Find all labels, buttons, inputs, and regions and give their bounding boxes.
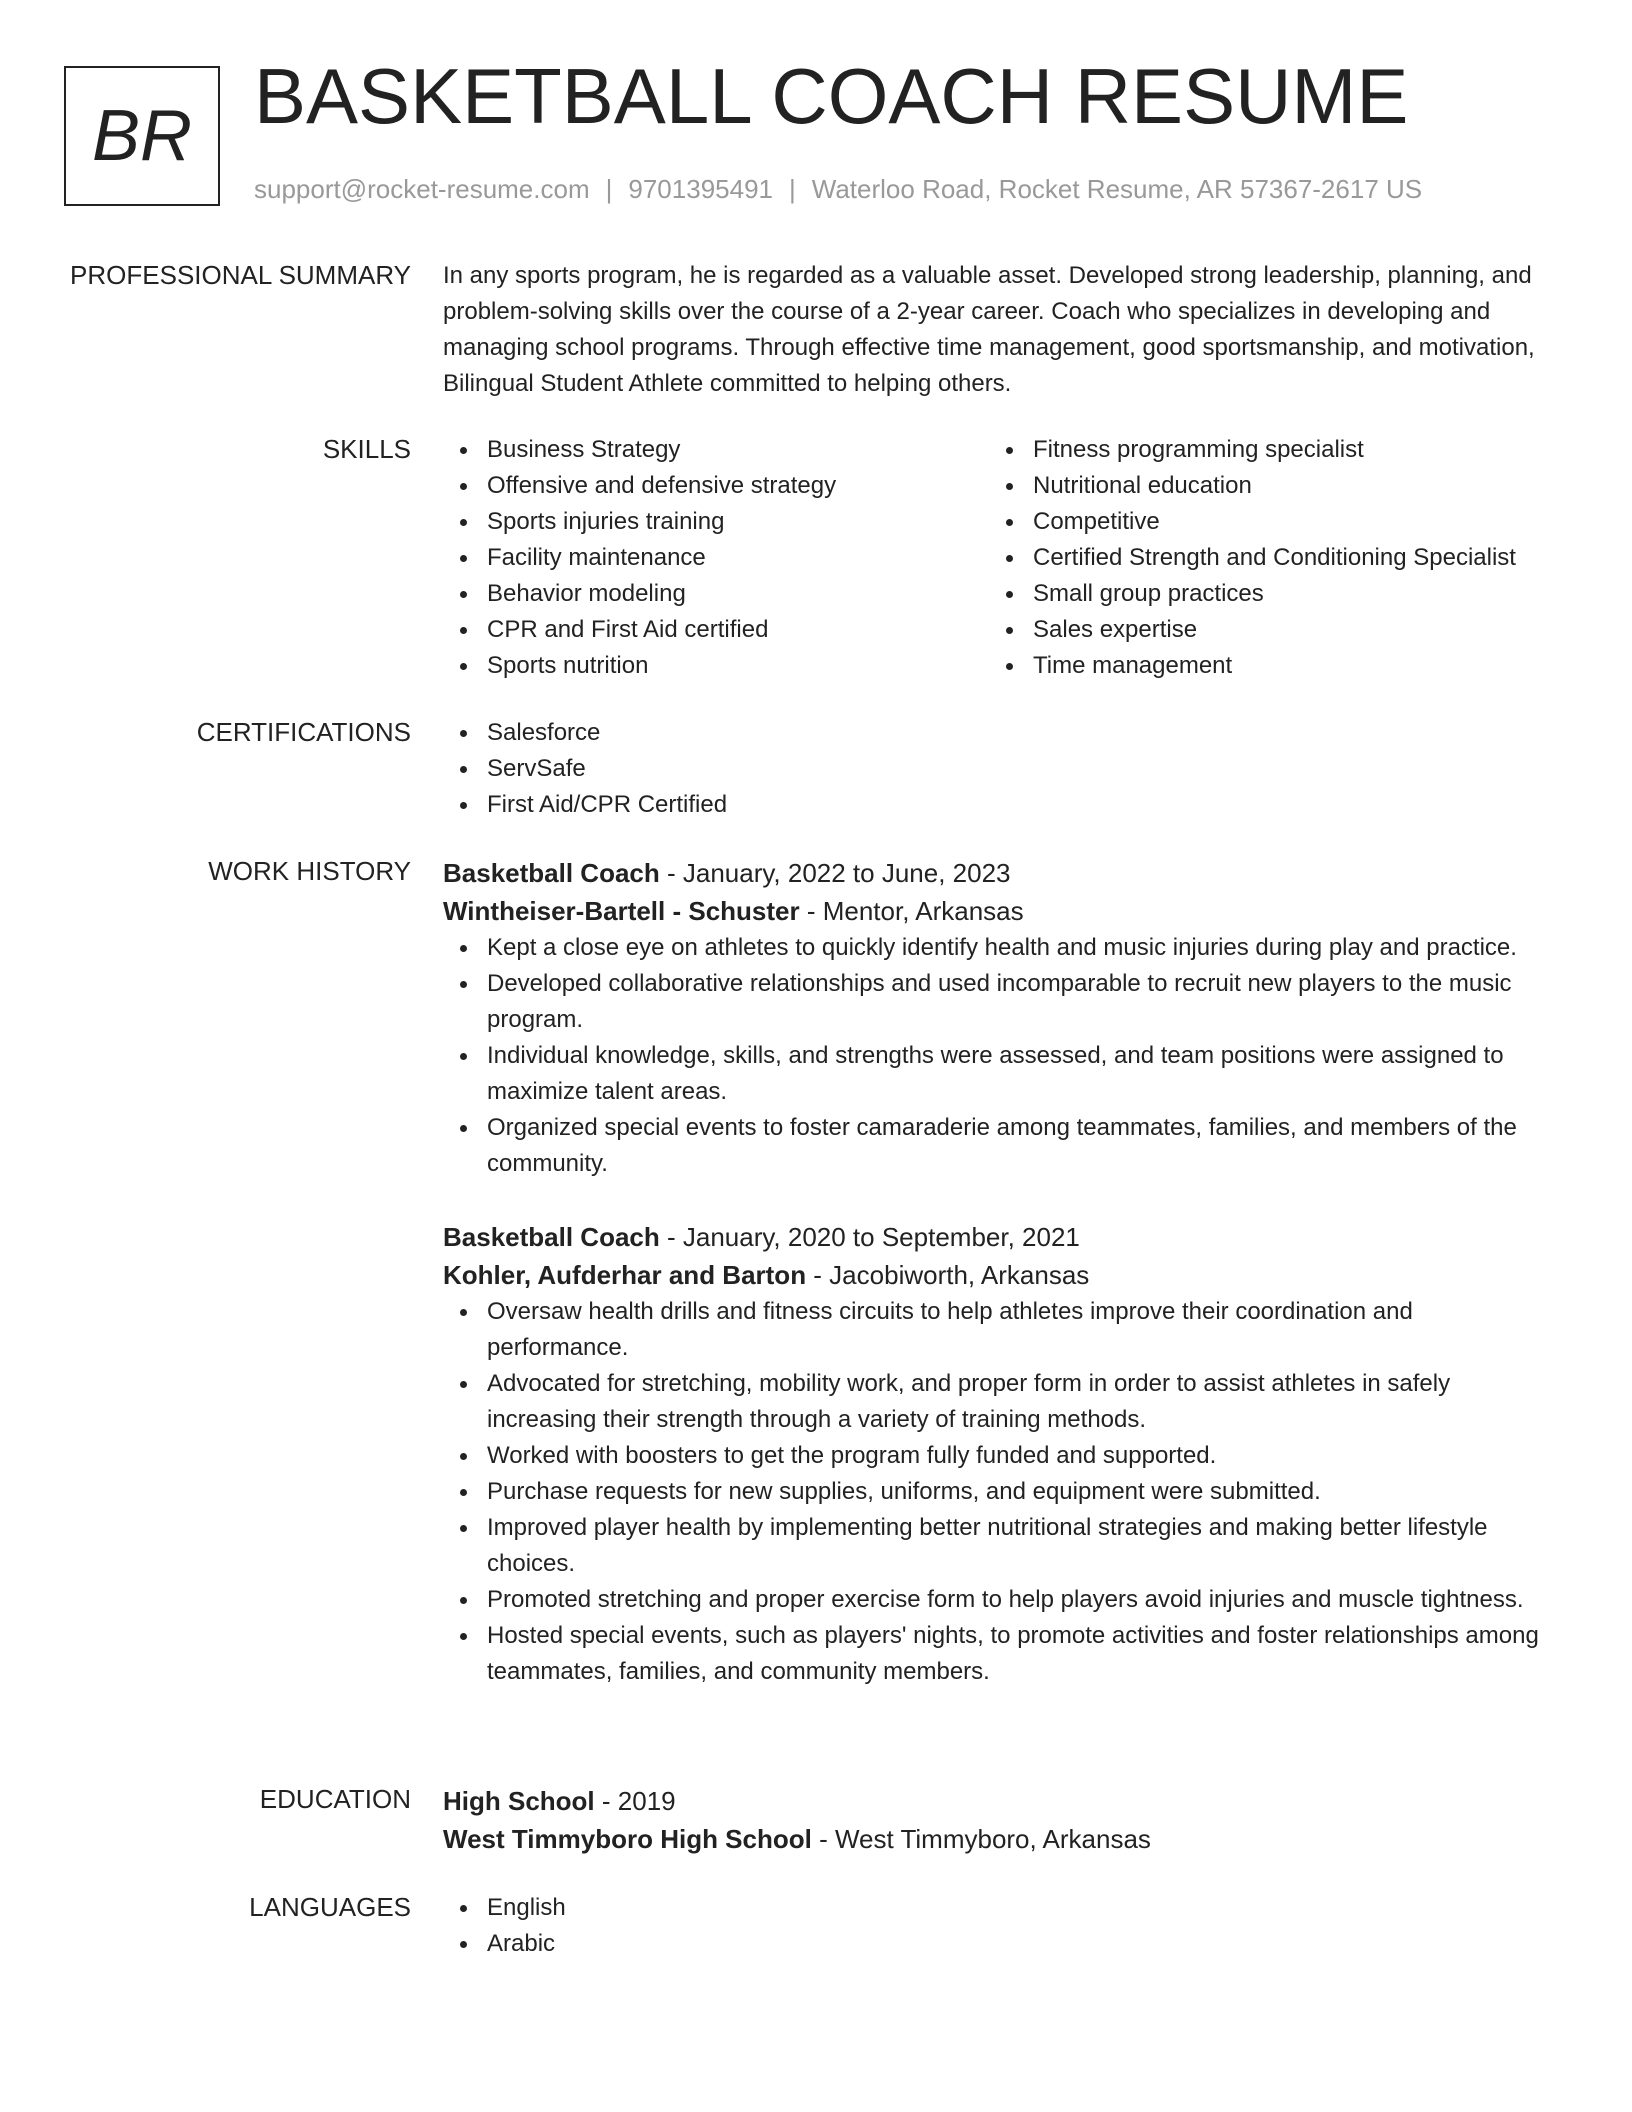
- job-location: - Mentor, Arkansas: [799, 896, 1024, 926]
- job-company-line: [443, 892, 1558, 930]
- contact-line: [254, 172, 1422, 206]
- job-bullets: [443, 930, 1558, 1182]
- skill-item: Sports injuries training: [443, 504, 989, 540]
- certifications-body: [443, 715, 1558, 823]
- skill-item: Certified Strength and Conditioning Specialist: [989, 540, 1535, 576]
- skill-item: Time management: [989, 648, 1535, 684]
- certification-item: First Aid/CPR Certified: [443, 787, 1558, 823]
- job-bullet: Improved player health by implementing better nutritional strategies and making better lifestyle choices.: [443, 1510, 1558, 1582]
- skill-item: Behavior modeling: [443, 576, 989, 612]
- skill-item: Business Strategy: [443, 432, 989, 468]
- job-entry: [443, 1218, 1558, 1690]
- summary-body: [443, 258, 1558, 402]
- languages-body: [443, 1890, 1558, 1962]
- education-degree-line: [443, 1782, 1558, 1820]
- certifications-list: [443, 715, 1558, 823]
- skill-item: Fitness programming specialist: [989, 432, 1535, 468]
- monogram-logo: BR: [64, 66, 220, 206]
- education-degree: High School: [443, 1786, 595, 1816]
- section-label-education: EDUCATION: [259, 1784, 411, 1814]
- skill-item: Offensive and defensive strategy: [443, 468, 989, 504]
- contact-separator: |: [789, 174, 796, 204]
- skill-item: Nutritional education: [989, 468, 1535, 504]
- job-bullet: Advocated for stretching, mobility work, and proper form in order to assist athletes in safely increasing their strength through a variety of training methods.: [443, 1366, 1558, 1438]
- job-location: - Jacobiworth, Arkansas: [806, 1260, 1090, 1290]
- education-school-line: [443, 1820, 1558, 1858]
- job-title: Basketball Coach: [443, 858, 660, 888]
- education-location: - West Timmyboro, Arkansas: [811, 1824, 1151, 1854]
- contact-phone[interactable]: 9701395491: [628, 174, 773, 204]
- job-dates: - January, 2020 to September, 2021: [659, 1222, 1080, 1252]
- work-history-body: [443, 854, 1558, 1726]
- job-bullet: Purchase requests for new supplies, uniforms, and equipment were submitted.: [443, 1474, 1558, 1510]
- education-school: West Timmyboro High School: [443, 1824, 812, 1854]
- job-entry: [443, 854, 1558, 1182]
- skill-item: Facility maintenance: [443, 540, 989, 576]
- resume-title: BASKETBALL COACH RESUME: [254, 52, 1409, 140]
- job-bullet: Hosted special events, such as players' nights, to promote activities and foster relationships among teammates, families, and community members.: [443, 1618, 1558, 1690]
- language-item: Arabic: [443, 1926, 1558, 1962]
- job-bullet: Promoted stretching and proper exercise form to help players avoid injuries and muscle tightness.: [443, 1582, 1558, 1618]
- skill-item: CPR and First Aid certified: [443, 612, 989, 648]
- job-bullet: Worked with boosters to get the program fully funded and supported.: [443, 1438, 1558, 1474]
- language-item: English: [443, 1890, 1558, 1926]
- certification-item: Salesforce: [443, 715, 1558, 751]
- skills-list-left: [443, 432, 989, 684]
- job-title-line: [443, 854, 1558, 892]
- skills-list-right: [989, 432, 1535, 684]
- skill-item: Sports nutrition: [443, 648, 989, 684]
- contact-email[interactable]: support@rocket-resume.com: [254, 174, 590, 204]
- job-title-line: [443, 1218, 1558, 1256]
- contact-separator: |: [605, 174, 613, 204]
- job-bullet: Oversaw health drills and fitness circuits to help athletes improve their coordination and performance.: [443, 1294, 1558, 1366]
- job-bullet: Developed collaborative relationships and used incomparable to recruit new players to the music program.: [443, 966, 1558, 1038]
- job-bullets: [443, 1294, 1558, 1690]
- section-label-skills: SKILLS: [322, 434, 411, 464]
- skill-item: Sales expertise: [989, 612, 1535, 648]
- section-label-summary: PROFESSIONAL SUMMARY: [70, 260, 411, 290]
- education-year: - 2019: [594, 1786, 676, 1816]
- skill-item: Small group practices: [989, 576, 1535, 612]
- section-label-certifications: CERTIFICATIONS: [196, 717, 411, 747]
- skill-item: Competitive: [989, 504, 1535, 540]
- education-body: [443, 1782, 1558, 1858]
- job-company: Kohler, Aufderhar and Barton: [443, 1260, 807, 1290]
- job-bullet: Organized special events to foster camaraderie among teammates, families, and members of the community.: [443, 1110, 1558, 1182]
- job-company: Wintheiser-Bartell - Schuster: [443, 896, 800, 926]
- job-company-line: [443, 1256, 1558, 1294]
- skills-body: [443, 432, 1558, 684]
- certification-item: ServSafe: [443, 751, 1558, 787]
- job-dates: - January, 2022 to June, 2023: [659, 858, 1011, 888]
- section-label-languages: LANGUAGES: [249, 1892, 411, 1922]
- contact-address: Waterloo Road, Rocket Resume, AR 57367-2617 US: [811, 174, 1423, 204]
- job-bullet: Kept a close eye on athletes to quickly identify health and music injuries during play and practice.: [443, 930, 1558, 966]
- section-label-work-history: WORK HISTORY: [208, 856, 411, 886]
- languages-list: [443, 1890, 1558, 1962]
- summary-text: In any sports program, he is regarded as a valuable asset. Developed strong leadership, planning, and problem-solving skills over the course of a 2-year career. Coach who specializes in developing and managing school programs. Through effective time management, good sportsmanship, and motivation, Bilingual Student Athlete committed to helping others.: [443, 262, 1535, 397]
- job-title: Basketball Coach: [443, 1222, 660, 1252]
- job-bullet: Individual knowledge, skills, and strengths were assessed, and team positions were assigned to maximize talent areas.: [443, 1038, 1558, 1110]
